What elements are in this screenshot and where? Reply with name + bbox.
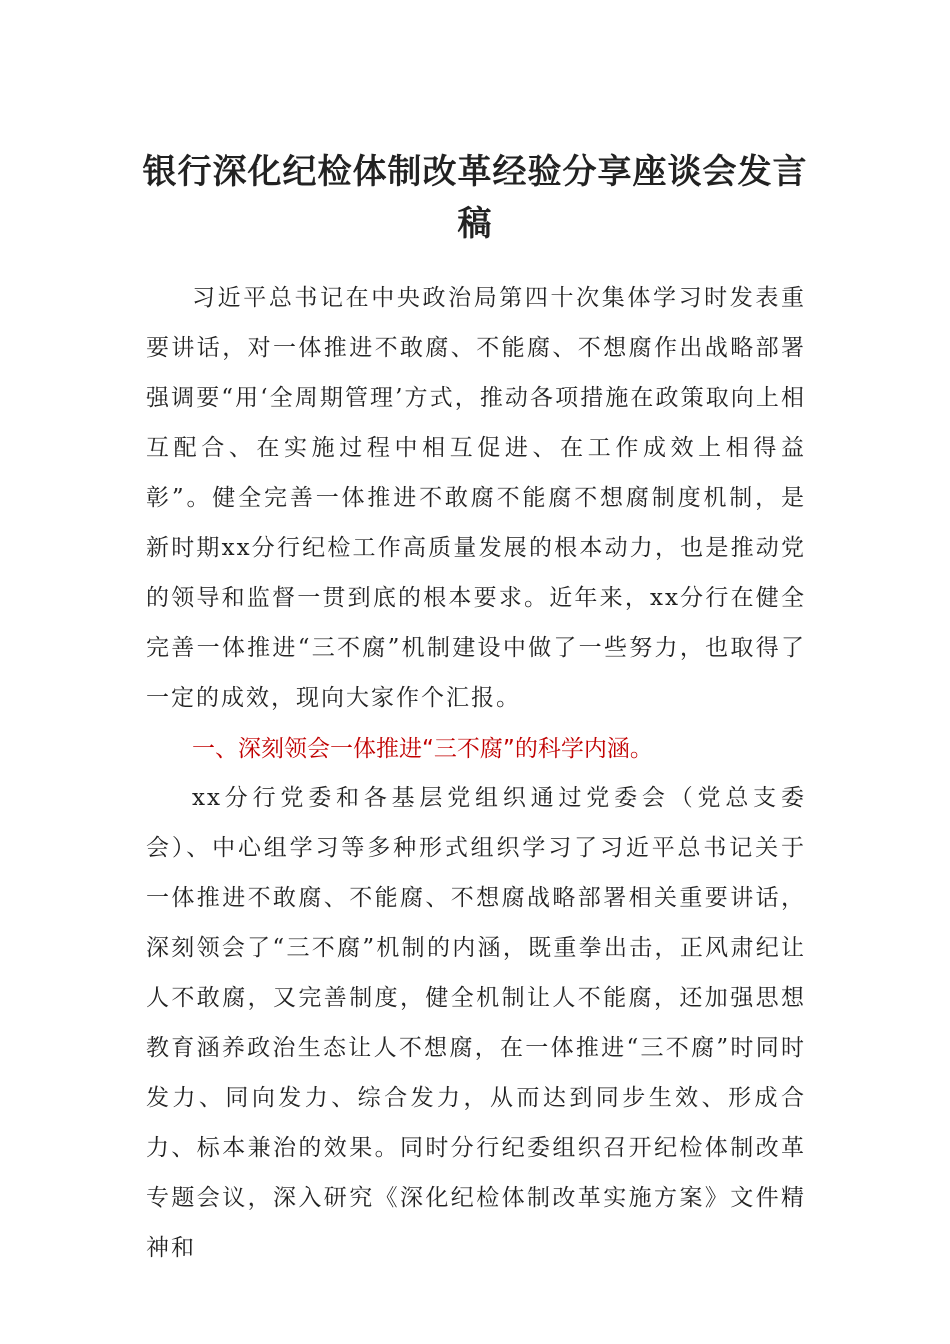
intro-paragraph: 习近平总书记在中央政治局第四十次集体学习时发表重要讲话，对一体推进不敢腐、不能腐、不想腐作出战略部署强调要“用‘全周期管理’方式，推动各项措施在政策取向上相互配合、在实施过程中相互促进、在工作成效上相得益彰”。健全完善一体推进不敢腐不能腐不想腐制度机制，是新时期xx分行纪检工作高质量发展的根本动力，也是推动党的领导和监督一贯到底的根本要求。近年来，xx分行在健全完善一体推进“三不腐”机制建设中做了一些努力，也取得了一定的成效，现向大家作个汇报。 (146, 285, 806, 711)
section-heading-1: 一、深刻领会一体推进“三不腐”的科学内涵。 (192, 736, 653, 762)
section-1-paragraph: xx分行党委和各基层党组织通过党委会（党总支委会）、中心组学习等多种形式组织学习了习近平总书记关于一体推进不敢腐、不能腐、不想腐战略部署相关重要讲话，深刻领会了“三不腐”机制的内涵，既重拳出击，正风肃纪让人不敢腐，又完善制度，健全机制让人不能腐，还加强思想教育涵养政治生态让人不想腐，在一体推进“三不腐”时同时发力、同向发力、综合发力，从而达到同步生效、形成合力、标本兼治的效果。同时分行纪委组织召开纪检体制改革专题会议，深入研究《深化纪检体制改革实施方案》文件精神和 (146, 785, 806, 1261)
document-title: 银行深化纪检体制改革经验分享座谈会发言稿 (142, 152, 808, 244)
